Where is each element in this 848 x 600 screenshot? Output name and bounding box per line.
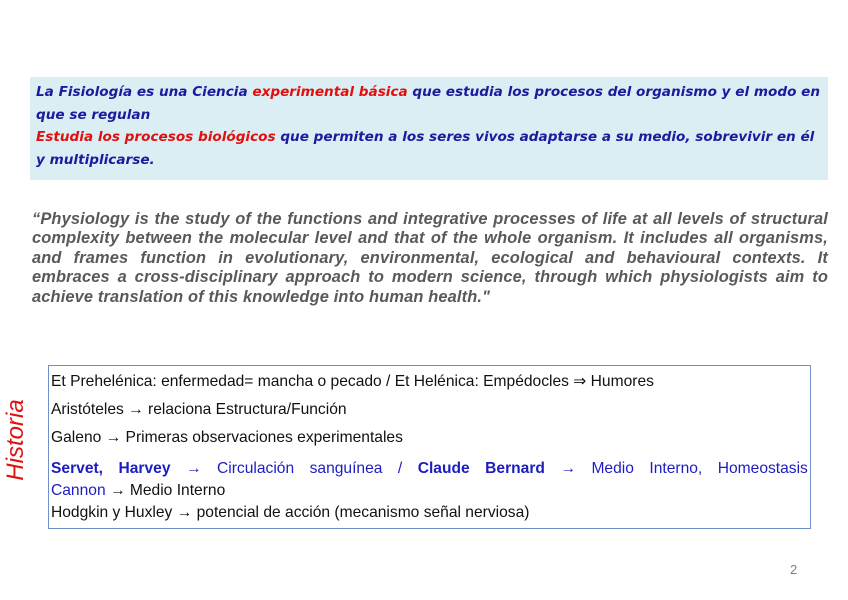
definition-text-1a: La Fisiología es una Ciencia [36,84,253,100]
definition-text-2b: que permiten a los seres vivos adaptarse a su medio, sobrevivir en él y multiplicarse. [36,129,815,168]
definition-highlight-2: Estudia los procesos biológicos [36,129,276,145]
history-line-galeno: Galeno → Primeras observaciones experimentales [51,429,403,446]
definition-box [30,77,828,180]
history-word: Circulación [217,460,295,477]
definition-text-1c: que estudia los procesos del organismo y el modo en que se regulan [36,84,821,123]
history-line-hodgkin: Hodgkin y Huxley → potencial de acción (mecanismo señal nerviosa) [51,504,530,521]
history-word: Claude [417,460,470,477]
history-word: / [397,460,403,477]
history-word: Bernard [485,460,545,477]
history-word: sanguínea [309,460,383,477]
history-arrow: → [185,460,202,477]
history-word: Interno, [649,460,703,477]
history-box [48,365,811,529]
history-line-cannon [51,480,810,502]
physiology-quote: “Physiology is the study of the functions and integrative processes of life at all levels of structural complexity between the molecular level and that of the whole organism. It includes all organisms, and frames function in evolutionary, environmental, ecological and behavioural contexts. It embraces a cross-disciplinary approach to modern science, through which physiologists aim to achieve translation of this knowledge into human health." [32,210,828,306]
history-word: Harvey [118,460,171,477]
definition-highlight-1: experimental básica [252,84,408,100]
page-number: 2 [790,562,798,577]
history-word: Homeostasis [717,460,808,477]
historia-label: Historia [2,399,29,481]
history-arrow: → [560,460,576,477]
history-line-prehelenica: Et Prehelénica: enfermedad= mancha o pecado / Et Helénica: Empédocles ⇒ Humores [51,373,654,390]
history-line-aristoteles: Aristóteles → relaciona Estructura/Función [51,401,347,418]
cannon-text: → Medio Interno [105,482,226,499]
history-line-servet-harvey [51,458,810,480]
history-word: Servet, [51,460,104,477]
history-word: Medio [591,460,634,477]
cannon-name: Cannon [51,482,106,499]
